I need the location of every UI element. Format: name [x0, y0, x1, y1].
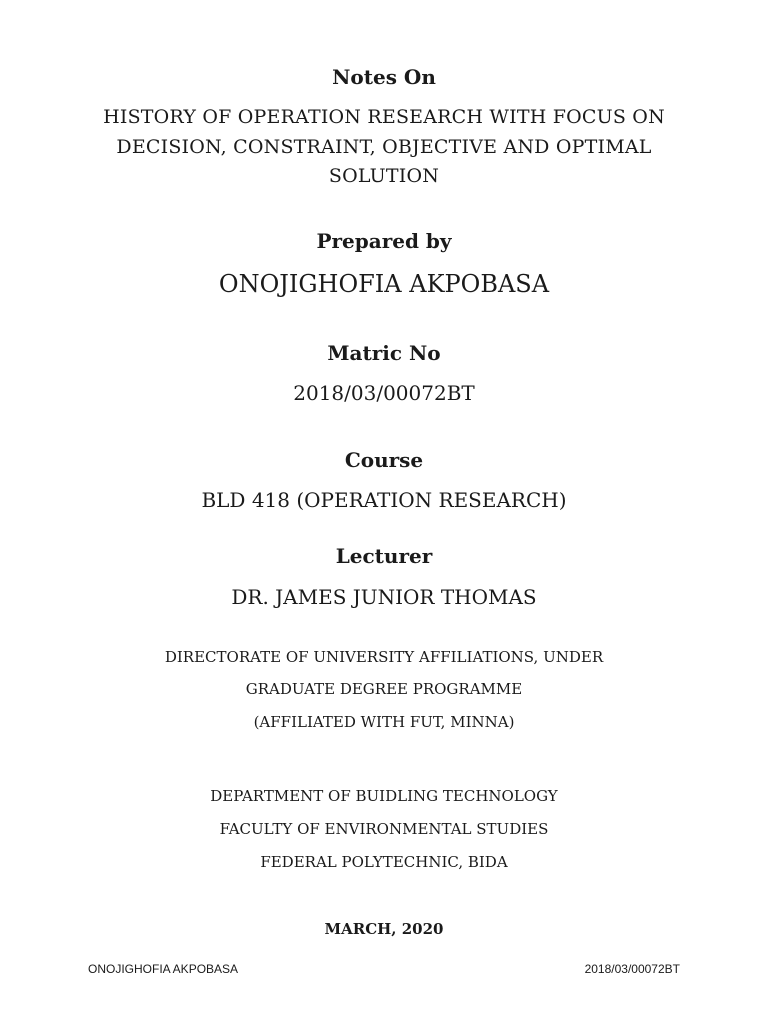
- lecturer-heading: Lecturer: [335, 544, 433, 568]
- title-line-1: HISTORY OF OPERATION RESEARCH WITH FOCUS ON: [103, 106, 665, 128]
- directorate-line-2: GRADUATE DEGREE PROGRAMME: [245, 680, 523, 698]
- directorate-line-1: DIRECTORATE OF UNIVERSITY AFFILIATIONS, UNDER: [164, 648, 604, 666]
- title-line-2: DECISION, CONSTRAINT, OBJECTIVE AND OPTIMAL: [116, 136, 652, 158]
- footer-author: ONOJIGHOFIA AKPOBASA: [88, 962, 239, 976]
- matric-number: 2018/03/00072BT: [293, 381, 475, 405]
- department-line-3: FEDERAL POLYTECHNIC, BIDA: [260, 853, 508, 871]
- notes-on-heading: Notes On: [332, 65, 436, 89]
- directorate-line-3: (AFFILIATED WITH FUT, MINNA): [253, 713, 515, 731]
- lecturer-name: DR. JAMES JUNIOR THOMAS: [231, 585, 537, 609]
- footer-matric: 2018/03/00072BT: [584, 962, 680, 976]
- course-name: BLD 418 (OPERATION RESEARCH): [201, 488, 567, 512]
- author-name: ONOJIGHOFIA AKPOBASA: [218, 270, 550, 298]
- matric-heading: Matric No: [327, 341, 441, 365]
- department-line-2: FACULTY OF ENVIRONMENTAL STUDIES: [219, 820, 549, 838]
- department-line-1: DEPARTMENT OF BUIDLING TECHNOLOGY: [210, 787, 558, 805]
- submission-date: MARCH, 2020: [324, 920, 444, 938]
- course-heading: Course: [344, 448, 424, 472]
- title-line-3: SOLUTION: [328, 165, 440, 187]
- prepared-by-heading: Prepared by: [316, 229, 452, 253]
